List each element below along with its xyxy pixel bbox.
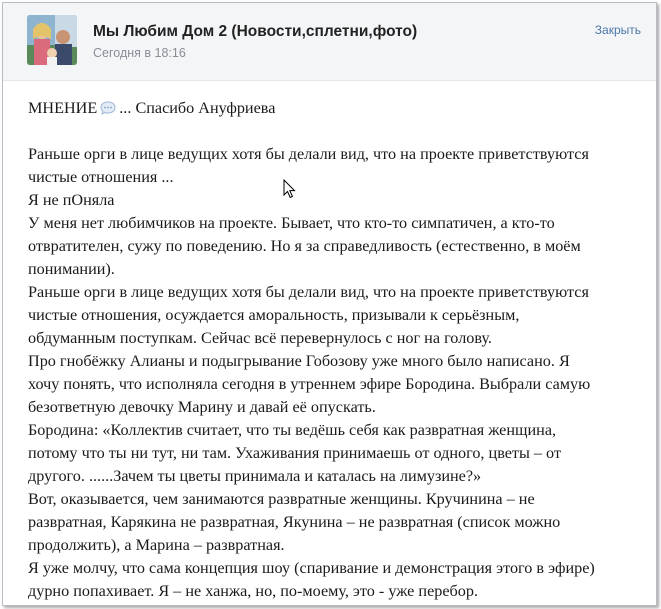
intro-heading: МНЕНИЕ [28,99,98,117]
text-line: Бородина: «Коллектив считает, что ты ведёшь себя как развратная женщина, [28,421,557,439]
text-line: Вот, оказывается, чем занимаются развратные женщины. Кручинина – не [28,490,535,508]
speech-bubble-icon [100,99,116,122]
mouse-pointer-icon [283,179,297,204]
group-name-link[interactable]: Мы Любим Дом 2 (Новости,сплетни,фото) [93,23,418,40]
group-avatar[interactable] [27,15,77,65]
text-line: У меня нет любимчиков на проекте. Бывает, что кто-то симпатичен, а кто-то [28,214,555,232]
intro-thanks: ... Спасибо Ануфриева [119,99,276,117]
text-line: обдуманным поступкам. Сейчас всё перевернулось с ног на голову. [28,329,492,347]
text-line: чистые отношения, осуждается аморальность, призывали к серьёзным, [28,306,520,324]
text-line: развратная, Карякина не развратная, Якунина – не развратная (список можно [28,513,561,531]
text-line: Я уже молчу, что сама концепция шоу (спаривание и демонстрация этого в эфире) [28,559,595,577]
text-line: чистые отношения ... [28,168,174,186]
close-button[interactable]: Закрыть [594,23,641,37]
post-text [28,97,638,603]
post-timestamp[interactable]: Сегодня в 18:16 [93,46,186,60]
post-header [3,3,656,81]
text-line: Раньше орги в лице ведущих хотя бы делали вид, что на проекте приветствуются [28,283,589,301]
text-line: Про гнобёжку Алианы и подыгрывание Гобозову уже много было написано. Я [28,352,570,370]
text-line: другого. ......Зачем ты цветы принимала и каталась на лимузине?» [28,467,482,485]
text-line: безответную девочку Марину и давай её опускать. [28,398,376,416]
text-line: продолжить), а Марина – развратная. [28,536,285,554]
text-line: потому что ты ни тут, ни там. Ухаживания принимаешь от одного, цветы – от [28,444,562,462]
text-line: понимании). [28,260,115,278]
post-popup [2,2,657,606]
text-line: отвратителен, сужу по поведению. Но я за справедливость (естественно, в моём [28,237,581,255]
paragraph-gap [28,120,638,143]
text-line: Я не пОняла [28,191,115,209]
avatar-photo [27,15,77,65]
text-line: Раньше орги в лице ведущих хотя бы делали вид, что на проекте приветствуются [28,145,589,163]
post-intro-line [28,97,638,120]
text-line: дурно попахивает. Я – не ханжа, но, по-моему, это - уже перебор. [28,582,478,600]
text-line: хочу понять, что исполняла сегодня в утреннем эфире Бородина. Выбрали самую [28,375,591,393]
